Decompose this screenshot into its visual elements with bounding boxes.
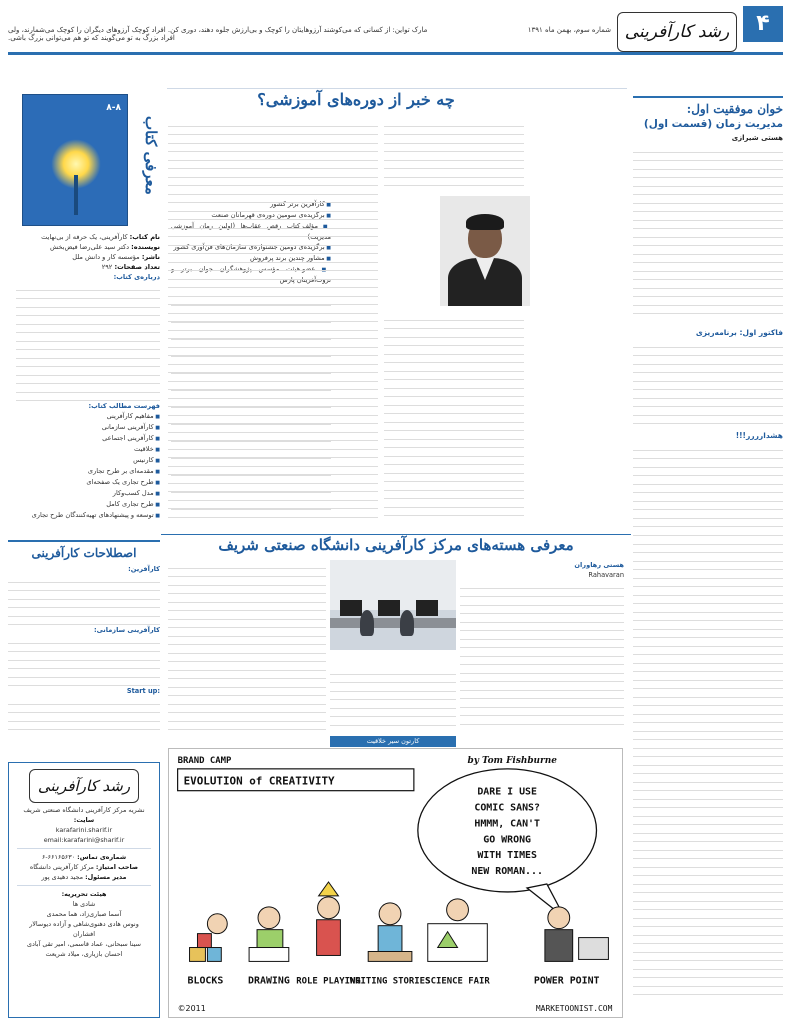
board-member: احسان بازیاری، میلاد شریعت: [45, 950, 123, 958]
stage-label: ROLE PLAYING: [296, 976, 361, 987]
portrait-hair: [466, 214, 504, 230]
band-col-middle: [168, 560, 326, 736]
book-topic: ■ طرح تجاری یک صفحه‌ای: [16, 477, 160, 488]
book-topic: ■ طرح تجاری کامل: [16, 499, 160, 510]
stage-label: SCIENCE FAIR: [425, 976, 490, 987]
masthead-line: نشریه مرکز کارآفرینی دانشگاه صنعتی شریف: [23, 806, 145, 814]
book-meta: [16, 232, 160, 521]
figure-blocks: [190, 914, 228, 962]
text-lines: [16, 282, 160, 401]
stage-label: BLOCKS: [187, 975, 224, 987]
editor: مجید دهیدی پور: [41, 873, 84, 881]
book-topic: ■ کارآفرینی اجتماعی: [16, 433, 160, 444]
book-publisher-label: ناشر:: [141, 253, 160, 261]
cartoon-caption: کارتون سیر خلاقیت: [330, 736, 456, 747]
bubble-line: DARE I USE: [477, 786, 537, 798]
band-col-under-photo: [330, 666, 456, 732]
book-pages-label: تعداد صفحات:: [114, 263, 160, 271]
figure-drawing: [249, 907, 289, 962]
divider: [17, 848, 151, 849]
text-lines: [8, 635, 160, 686]
owner: مرکز کارآفرینی دانشگاه: [29, 863, 94, 871]
band-rule: [161, 534, 631, 535]
text-lines: [460, 580, 624, 725]
term-entrepreneur: کارآفرین:: [128, 565, 160, 573]
owner-label: صاحب امتیاز:: [95, 863, 139, 871]
cartoon-site: MARKETOONIST.COM: [535, 1004, 613, 1014]
phone: ۶۶۱۶۵۶۳۰-۶: [41, 853, 76, 861]
monitor-icon: [416, 600, 438, 616]
text-lines: [8, 696, 160, 730]
bubble-line: WITH TIMES: [477, 850, 537, 862]
sidebar-heading-warning: هشدارررر!!!: [735, 431, 783, 440]
book-publisher: مؤسسه کار و دانش ملل: [72, 253, 140, 261]
stage-label: POWER POINT: [533, 975, 600, 987]
bubble-line: NEW ROMAN...: [471, 866, 543, 878]
sidebar-heading-planning: فاکتور اول: برنامه‌ریزی: [695, 328, 783, 337]
monitor-icon: [378, 600, 400, 616]
divider: [17, 885, 151, 886]
bubble-line: GO WRONG: [483, 834, 532, 846]
monitor-icon: [340, 600, 362, 616]
book-pages: ۲۹۲: [101, 263, 113, 271]
time-management-column: [633, 96, 783, 532]
book-review-column: [8, 90, 160, 530]
bullet-item: ■ کارآفرین برتر کشور: [171, 199, 331, 210]
figure-science-fair: [428, 899, 488, 962]
band-author: هستی رهاوران: [574, 561, 624, 569]
site-label: سایت:: [73, 816, 95, 824]
band-author-en: Rahavaran: [588, 571, 624, 579]
cartoon-left-title: BRAND CAMP: [177, 755, 232, 766]
email-link[interactable]: email:karafarini@sharif.ir: [43, 836, 125, 844]
board-member: ونوس هادی دهنوی‌شاهی و آزاده دیوسالار: [29, 920, 139, 928]
text-lines: [633, 536, 783, 995]
sidebar-author: هستی شیرازی: [731, 134, 783, 142]
figure-writing: [368, 903, 412, 962]
sidebar-body-3: [633, 442, 783, 542]
terms-title: اصطلاحات کارآفرینی: [31, 546, 137, 560]
stage-label: WRITING STORIES: [349, 976, 431, 987]
phone-label: شماره‌ی تماس:: [77, 853, 127, 861]
bubble-line: HMMM, CAN'T: [474, 818, 540, 830]
book-section-title: معرفی کتاب: [142, 115, 160, 195]
board-label: هیئت تحریریه:: [61, 890, 107, 898]
text-lines: [384, 118, 524, 186]
page-number: ۴: [743, 6, 783, 42]
brand-logo: رشد کارآفرینی: [617, 12, 737, 52]
lab-desk: [330, 618, 456, 628]
book-cover-image: [22, 94, 128, 226]
bubble-line: COMIC SANS?: [474, 802, 540, 814]
speech-bubble: [418, 769, 597, 918]
book-topic: ■ خلاقیت: [16, 444, 160, 455]
term-intrapreneur: کارآفرینی سازمانی:: [93, 626, 160, 634]
board-member: شادی ها: [72, 900, 96, 908]
book-author: دکتر سید علی‌رضا فیض‌بخش: [49, 243, 130, 251]
main-article-col-middle-top: [384, 118, 524, 194]
text-lines: [633, 442, 783, 536]
cartoon-heading: EVOLUTION of CREATIVITY: [183, 774, 335, 788]
book-topic: ■ مقدمه‌ای بر طرح تجاری: [16, 466, 160, 477]
person-figure: [360, 610, 374, 636]
figure-role-playing: [317, 882, 341, 955]
header-rule: [8, 52, 783, 55]
tagline-quote: مارک تواین: از کسانی که می‌کوشند آرزوهایتان را کوچک و بی‌ارزش جلوه دهند، دوری کن. افراد کوچک آرزوهای دیگران را کوچک می‌شمارند، ولی افراد بزرگ به تو می‌گویند که تو هم می‌توانی بزرگ باشی.: [8, 26, 428, 42]
book-author-label: نویسنده:: [131, 243, 160, 251]
terms-body: [8, 564, 160, 754]
book-name: کارآفرینی، یک حرفه از بی‌نهایت: [41, 233, 128, 241]
creativity-cartoon: [168, 748, 623, 1018]
cartoon-byline: by Tom Fishburne: [467, 755, 557, 766]
text-lines: [384, 312, 524, 516]
cartoon-heading-banner: [178, 769, 414, 791]
divider: [167, 88, 627, 89]
stage-label: DRAWING: [248, 975, 290, 987]
book-about-label: درباره‌ی کتاب:: [113, 273, 160, 281]
text-lines: [168, 560, 326, 730]
term-startup: Start up:: [126, 687, 160, 695]
sidebar-body-2: [633, 339, 783, 427]
band-title: معرفی هسته‌های مرکز کارآفرینی دانشگاه صنعتی شریف: [218, 536, 574, 554]
board-member: افشاران: [72, 930, 96, 938]
bullet-item: ■ عضو هیئت مؤسس پژوهشگران جوان برتر و تروت‌آفرینان پارس: [171, 264, 331, 285]
book-name-label: نام کتاب:: [129, 233, 160, 241]
lab-photo: [330, 560, 456, 650]
book-topic: ■ مدل کسب‌وکار: [16, 488, 160, 499]
author-portrait: [440, 196, 530, 306]
text-lines: [633, 144, 783, 314]
masthead-logo: رشد کارآفرینی: [29, 769, 139, 803]
site-link[interactable]: karafarini.sharif.ir: [55, 826, 113, 834]
issue-info: شماره سوم، بهمن ماه ۱۳۹۱: [527, 26, 611, 34]
masthead-box: [8, 762, 160, 1018]
text-lines: [168, 118, 378, 518]
terms-box: [8, 540, 160, 760]
board-member: آسما صباری‌زاد، هما محمدی: [46, 910, 122, 918]
main-article-col-left: [168, 118, 378, 528]
sidebar-body: [633, 144, 783, 324]
book-cover-stem: [74, 175, 78, 215]
bullet-item: ■ مؤلف کتاب رقص عقاب‌ها (اولین رمان آموزشی مدیریت): [171, 221, 331, 242]
person-figure: [400, 610, 414, 636]
sidebar-title: خوان موفقیت اول:: [686, 102, 783, 116]
bullet-item: ■ مشاور چندین برند پرفروش: [171, 253, 331, 264]
book-topic: ■ کارآفرینی سازمانی: [16, 422, 160, 433]
editor-label: مدیر مسئول:: [85, 873, 127, 881]
book-topic: ■ کارنیس: [16, 455, 160, 466]
sidebar-subtitle: مدیریت زمان (قسمت اول): [643, 118, 783, 130]
book-topic: ■ توسعه و پیشنهادهای تهیه‌کنندگان طرح تجاری: [16, 510, 160, 521]
bullet-item: ■ برگزیده‌ی دومین جشنواره‌ی سازمان‌های فن‌آوری کشور: [171, 242, 331, 253]
text-lines: [8, 574, 160, 625]
main-article-col-middle-bottom: [384, 312, 524, 528]
text-lines: [633, 339, 783, 424]
text-lines: [330, 666, 456, 726]
board-member: سینا سبحانی، عماد قاسمی، امیر تقی آبادی: [27, 940, 141, 948]
main-article-title: چه خبر از دوره‌های آموزشی؟: [257, 90, 455, 109]
sidebar-continued: [633, 536, 783, 1016]
book-topic: ■ مفاهیم کارآفرینی: [16, 411, 160, 422]
figure-power-point: [545, 907, 609, 962]
book-cover-title: ۸-۸: [106, 103, 121, 113]
band-col-right: [460, 560, 624, 736]
cartoon-copyright: ©2011: [177, 1004, 206, 1014]
bullet-item: ■ برگزیده‌ی سومین دوره‌ی قهرمانان صنعت: [171, 210, 331, 221]
masthead: [8, 6, 783, 76]
book-topics-label: فهرست مطالب کتاب:: [88, 402, 160, 410]
